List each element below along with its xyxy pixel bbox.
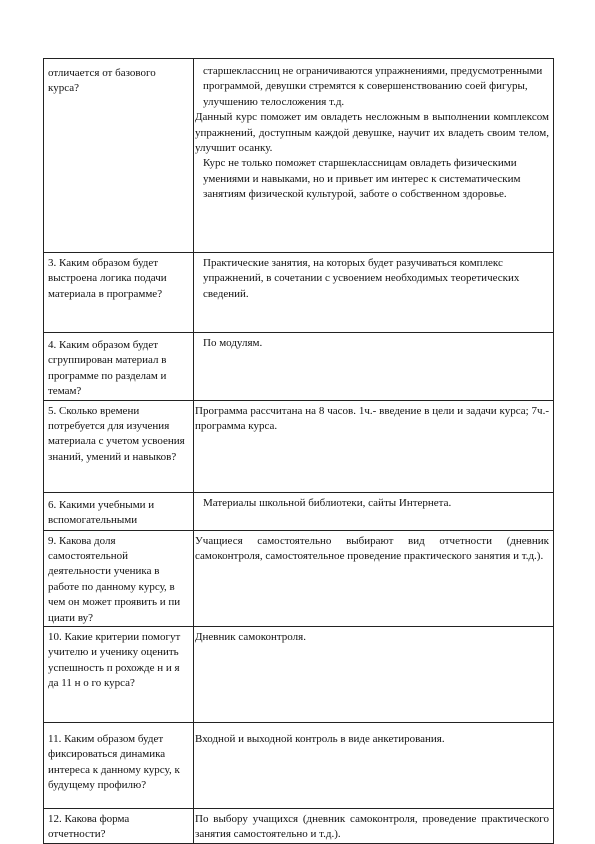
table-row [44,627,554,723]
question-text: отличается от базового курса? [48,67,156,95]
answer-cell [194,627,554,723]
question-text: 12. Какова форма отчетности? [48,813,130,841]
question-cell [44,809,194,844]
question-text: 10. Какие критерии помогут учителю и ученику оценить успешность п рохожде н и я да 11 н о го курса? [48,631,181,690]
question-text: 4. Каким образом будет сгруппирован материал в программе по разделам и темам? [48,339,167,398]
answer-paragraph: По модулям. [203,337,263,349]
question-cell [44,253,194,333]
answer-paragraph: старшеклассниц не ограничиваются упражнениями, предусмотренными программой, девушки стремятся к совершенствованию соей фигуры, улучшению телосложения т.д. [203,65,543,108]
answer-cell [194,59,554,253]
answer-cell [194,809,554,844]
question-cell [44,492,194,530]
table-row [44,723,554,809]
table-row [44,333,554,401]
answer-cell [194,723,554,809]
table-row [44,400,554,492]
answer-paragraph: Учащиеся самостоятельно выбирают вид отчетности (дневник самоконтроля, самостоятельное проведение практического занятия и т.д.). [195,534,549,563]
question-cell [44,400,194,492]
answer-paragraph: Данный курс поможет им овладеть несложным в выполнении комплексом упражнений, доступным каждой девушке, научит их владеть своим телом, улучшит осанку. [195,111,549,155]
answer-paragraph: Курс не только поможет старшеклассницам овладеть физическими умениями и навыками, но и привьет им интерес к систематическим занятиям физической культурой, заботе о собственном здоровье. [203,157,521,201]
question-cell [44,333,194,401]
question-cell [44,627,194,723]
table-row [44,253,554,333]
answer-paragraph: Дневник самоконтроля. [195,631,306,644]
question-cell [44,530,194,626]
question-text: 9. Какова доля самостоятельной деятельности ученика в работе по данному курсу, в чем он может проявить и пи циати ву? [48,534,181,624]
answer-cell [194,530,554,626]
table-row [44,492,554,530]
question-cell [44,59,194,253]
answer-paragraph: Материалы школьной библиотеки, сайты Интернета. [203,496,452,509]
question-text: 5. Сколько времени потребуется для изучения материала с учетом усвоения знаний, умений и навыков? [48,404,185,463]
question-text: 6. Какими учебными и вспомогательными [48,498,155,527]
answer-paragraph: По выбору учащихся (дневник самоконтроля, проведение практического занятия самостоятельно и т.д.). [195,813,549,841]
answer-cell [194,333,554,401]
answer-cell [194,253,554,333]
table-row [44,809,554,844]
table-row [44,59,554,253]
question-text: 11. Каким образом будет фиксироваться динамика интереса к данному курсу, к будущему профилю? [48,733,180,792]
answer-paragraph: Практические занятия, на которых будет разучиваться комплекс упражнений, в сочетании с усвоением необходимых теоретических сведений. [203,257,520,300]
question-cell [44,723,194,809]
answer-paragraph: Входной и выходной контроль в виде анкетирования. [195,733,445,746]
question-text: 3. Каким образом будет выстроена логика подачи материала в программе? [48,257,167,300]
table-row [44,530,554,626]
answer-cell [194,400,554,492]
program-table [43,58,554,844]
answer-cell [194,492,554,530]
answer-paragraph: Программа рассчитана на 8 часов. 1ч.- введение в цели и задачи курса; 7ч.- программа курса. [195,404,549,433]
